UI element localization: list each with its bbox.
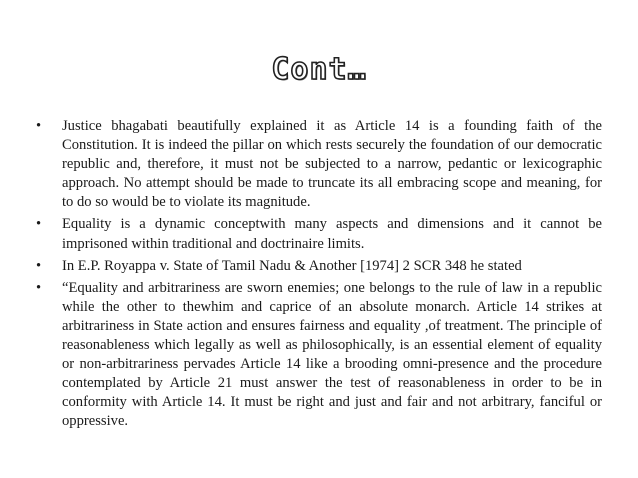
bullet-text: Justice bhagabati beautifully explained it as Article 14 is a founding faith of the Constitution. It is indeed the pillar on which rests securely the foundation of our democratic republic and, therefore, it must not be subjected to a narrow, pedantic or lexicographic approach. No attempt should be made to truncate its all embracing scope and meaning, for to do so would be to violate its magnitude. [62, 118, 602, 211]
bullet-text: Equality is a dynamic conceptwith many aspects and dimensions and it cannot be imprisoned within traditional and doctrinaire limits. [62, 216, 602, 252]
bullet-text: In E.P. Royappa v. State of Tamil Nadu & Another [1974] 2 SCR 348 he stated [62, 257, 522, 274]
bullet-item [36, 117, 602, 212]
bullet-icon: • [36, 257, 42, 274]
bullet-item [36, 215, 602, 253]
bullet-list [36, 117, 602, 435]
bullet-text: “Equality and arbitrariness are sworn enemies; one belongs to the rule of law in a republic while the other to thewhim and caprice of an absolute monarch. Article 14 strikes at arbitrariness in State action and ensures fairness and equality ,of treatment. The principle of reasonableness which legally as well as philosophically, is an essential element of equality or non-arbitrariness pervades Article 14 like a brooding omni-presence and the procedure contemplated by Article 21 must answer the test of reasonableness in order to be in conformity with Article 14. It must be right and just and fair and not arbitrary, fanciful or oppressive. [62, 279, 602, 430]
bullet-item [36, 257, 602, 276]
bullet-icon: • [36, 118, 42, 134]
bullet-icon: • [36, 279, 42, 296]
bullet-icon: • [36, 216, 42, 233]
bullet-item [36, 279, 602, 432]
slide-title: Cont… [271, 52, 367, 87]
